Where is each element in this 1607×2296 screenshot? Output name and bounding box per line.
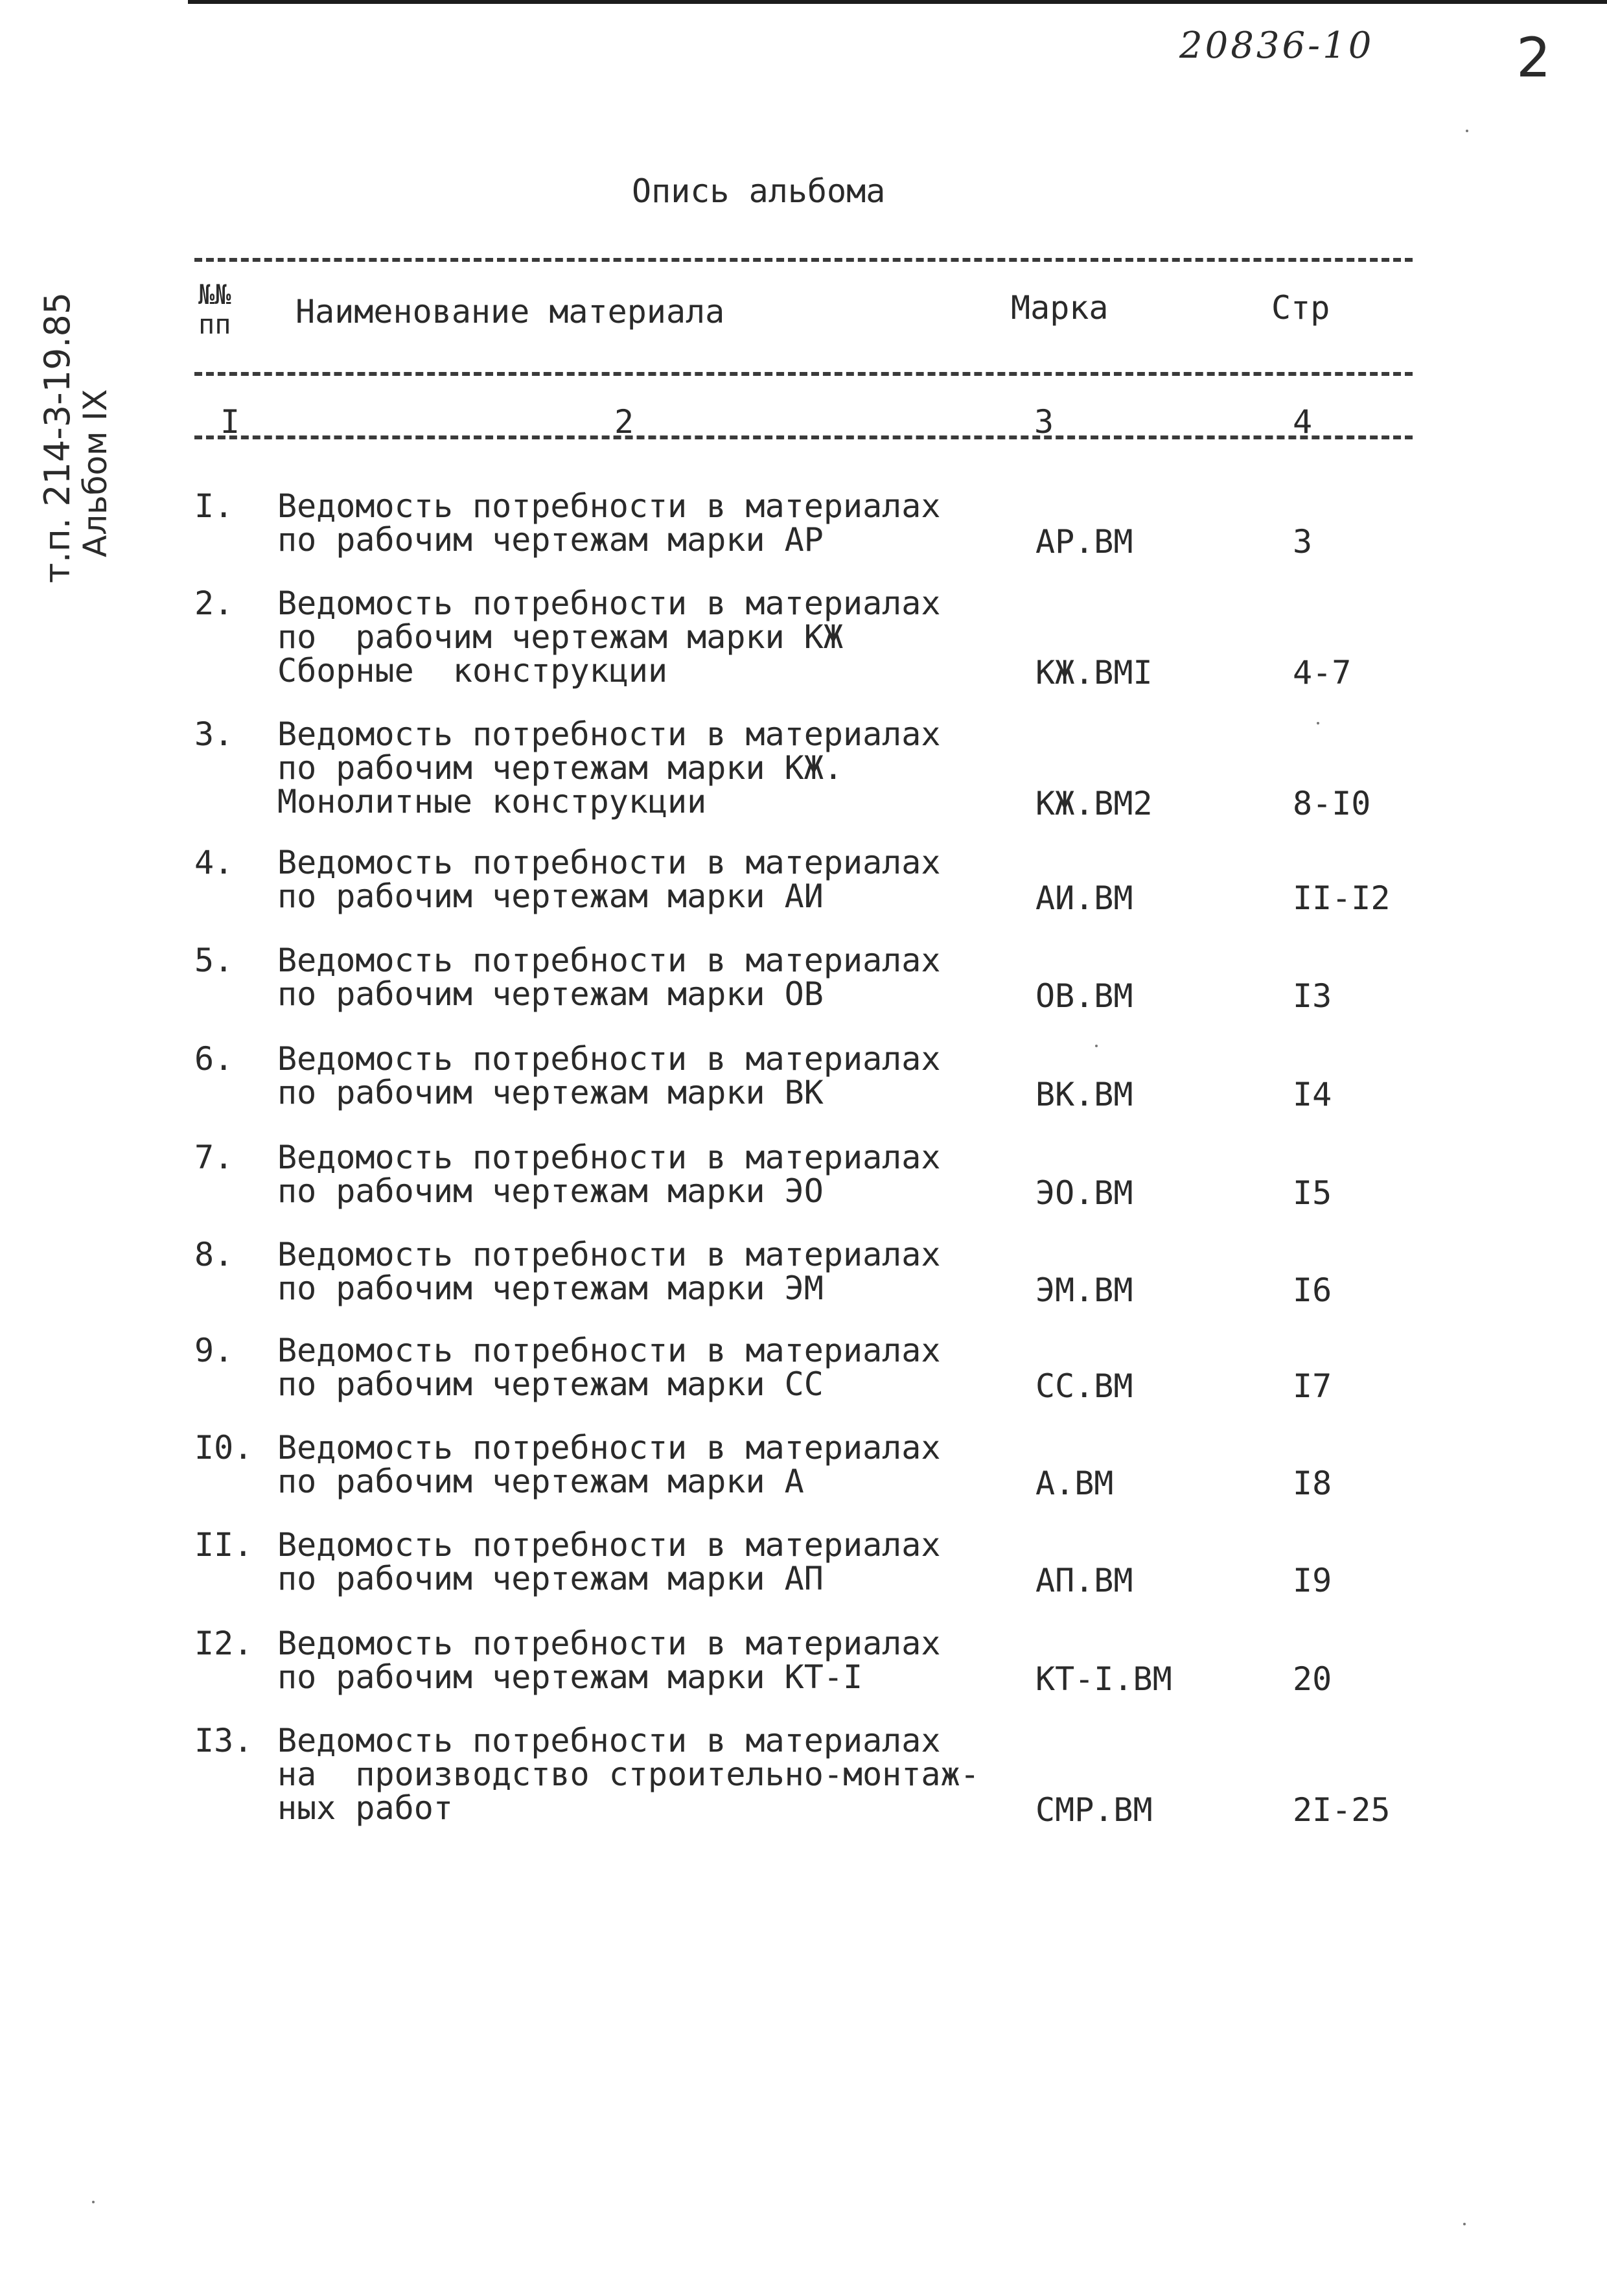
- row-number: 8.: [194, 1236, 234, 1273]
- row-mark: ЭО.ВМ: [1035, 1174, 1133, 1212]
- row-number: I3.: [194, 1722, 253, 1759]
- row-description-line: Ведомость потребности в материалах: [277, 1429, 941, 1467]
- row-page: I6: [1293, 1271, 1332, 1309]
- row-mark: АП.ВМ: [1035, 1562, 1133, 1599]
- row-description: [277, 1724, 980, 1825]
- column-number-4: 4: [1293, 403, 1313, 441]
- row-description-line: Сборные конструкции: [277, 652, 668, 690]
- top-edge-line: [188, 0, 1607, 4]
- scan-speck: [92, 2201, 95, 2203]
- row-mark: СМР.ВМ: [1035, 1791, 1153, 1829]
- row-description: [277, 1334, 941, 1401]
- column-number-1: I: [220, 403, 240, 441]
- scan-speck: [1095, 1045, 1098, 1047]
- page-number: 2: [1516, 26, 1551, 89]
- side-label-project: т.п. 214-3-19.85: [37, 292, 78, 583]
- row-description: [277, 846, 941, 913]
- row-description: [277, 1238, 941, 1305]
- row-page: I8: [1293, 1465, 1332, 1502]
- row-mark: АР.ВМ: [1035, 523, 1133, 561]
- scan-speck: [1463, 2223, 1466, 2225]
- column-number-3: 3: [1034, 403, 1054, 441]
- row-mark: АИ.ВМ: [1035, 879, 1133, 917]
- column-number-2: 2: [614, 403, 634, 441]
- row-description: [277, 1528, 941, 1595]
- row-description-line: по рабочим чертежам марки КЖ.: [277, 749, 843, 787]
- row-page: I9: [1293, 1562, 1332, 1599]
- row-page: I3: [1293, 977, 1332, 1015]
- row-number: 9.: [194, 1332, 234, 1369]
- scan-speck: [1317, 722, 1319, 725]
- row-number: II.: [194, 1526, 253, 1564]
- row-number: 7.: [194, 1139, 234, 1176]
- table-rule-colnums: [194, 435, 1413, 439]
- row-description-line: Ведомость потребности в материалах: [277, 715, 941, 753]
- row-page: I7: [1293, 1367, 1332, 1405]
- row-description-line: Ведомость потребности в материалах: [277, 844, 941, 881]
- row-description-line: Ведомость потребности в материалах: [277, 1332, 941, 1369]
- row-description: [277, 944, 941, 1011]
- header-col-mark: Марка: [1011, 289, 1109, 327]
- row-description: [277, 1627, 941, 1694]
- row-description-line: Ведомость потребности в материалах: [277, 1526, 941, 1564]
- row-number: 6.: [194, 1040, 234, 1078]
- row-description-line: Ведомость потребности в материалах: [277, 1040, 941, 1078]
- row-description-line: Ведомость потребности в материалах: [277, 487, 941, 525]
- row-description-line: по рабочим чертежам марки ЭО: [277, 1172, 824, 1210]
- handwritten-doc-number: 20836-10: [1179, 25, 1374, 67]
- page-title: Опись альбома: [632, 172, 886, 210]
- row-mark: КЖ.ВМ2: [1035, 785, 1153, 822]
- table-rule-top: [194, 258, 1413, 262]
- row-mark: ОВ.ВМ: [1035, 977, 1133, 1015]
- scan-speck: [1466, 130, 1468, 132]
- row-description: [277, 489, 941, 557]
- row-description-line: по рабочим чертежам марки ОВ: [277, 975, 824, 1013]
- row-number: I.: [194, 487, 234, 525]
- row-page: 20: [1293, 1660, 1332, 1698]
- row-description-line: по рабочим чертежам марки СС: [277, 1365, 824, 1403]
- row-page: 2I-25: [1293, 1791, 1391, 1829]
- row-page: I5: [1293, 1174, 1332, 1212]
- row-mark: КЖ.ВМI: [1035, 654, 1153, 691]
- side-label-album: Альбом IX: [76, 389, 114, 557]
- row-number: I2.: [194, 1625, 253, 1662]
- row-mark: КТ-I.ВМ: [1035, 1660, 1172, 1698]
- header-col-num: №№ пп: [198, 279, 231, 340]
- row-description-line: Ведомость потребности в материалах: [277, 1236, 941, 1273]
- row-description-line: Ведомость потребности в материалах: [277, 942, 941, 979]
- row-description-line: по рабочим чертежам марки АП: [277, 1560, 824, 1597]
- row-description: [277, 1431, 941, 1498]
- table-rule-header: [194, 372, 1413, 376]
- row-description-line: по рабочим чертежам марки АИ: [277, 877, 824, 915]
- side-label: [39, 292, 114, 583]
- row-description-line: на производство строительно-монтаж-: [277, 1756, 980, 1793]
- row-description-line: Монолитные конструкции: [277, 783, 707, 820]
- row-mark: А.ВМ: [1035, 1465, 1114, 1502]
- row-number: I0.: [194, 1429, 253, 1467]
- row-description-line: по рабочим чертежам марки ЭМ: [277, 1270, 824, 1307]
- row-number: 5.: [194, 942, 234, 979]
- row-description-line: по рабочим чертежам марки АР: [277, 521, 824, 559]
- row-description: [277, 586, 941, 688]
- row-description-line: по рабочим чертежам марки КТ-I: [277, 1658, 863, 1696]
- header-col-name: Наименование материала: [295, 293, 725, 330]
- row-page: 3: [1293, 523, 1313, 561]
- row-number: 4.: [194, 844, 234, 881]
- row-description: [277, 717, 941, 818]
- row-description-line: Ведомость потребности в материалах: [277, 1139, 941, 1176]
- row-description-line: по рабочим чертежам марки КЖ: [277, 618, 843, 656]
- row-description-line: ных работ: [277, 1789, 453, 1827]
- row-description-line: по рабочим чертежам марки ВК: [277, 1074, 824, 1111]
- row-description-line: Ведомость потребности в материалах: [277, 585, 941, 622]
- row-page: II-I2: [1293, 879, 1391, 917]
- row-description-line: по рабочим чертежам марки А: [277, 1463, 804, 1500]
- row-page: I4: [1293, 1076, 1332, 1113]
- row-description-line: Ведомость потребности в материалах: [277, 1722, 941, 1759]
- row-page: 4-7: [1293, 654, 1352, 691]
- row-mark: ЭМ.ВМ: [1035, 1271, 1133, 1309]
- row-description: [277, 1141, 941, 1208]
- row-number: 2.: [194, 585, 234, 622]
- header-col-page: Стр: [1271, 289, 1330, 327]
- row-description-line: Ведомость потребности в материалах: [277, 1625, 941, 1662]
- row-description: [277, 1042, 941, 1109]
- row-page: 8-I0: [1293, 785, 1371, 822]
- row-mark: ВК.ВМ: [1035, 1076, 1133, 1113]
- row-mark: СС.ВМ: [1035, 1367, 1133, 1405]
- row-number: 3.: [194, 715, 234, 753]
